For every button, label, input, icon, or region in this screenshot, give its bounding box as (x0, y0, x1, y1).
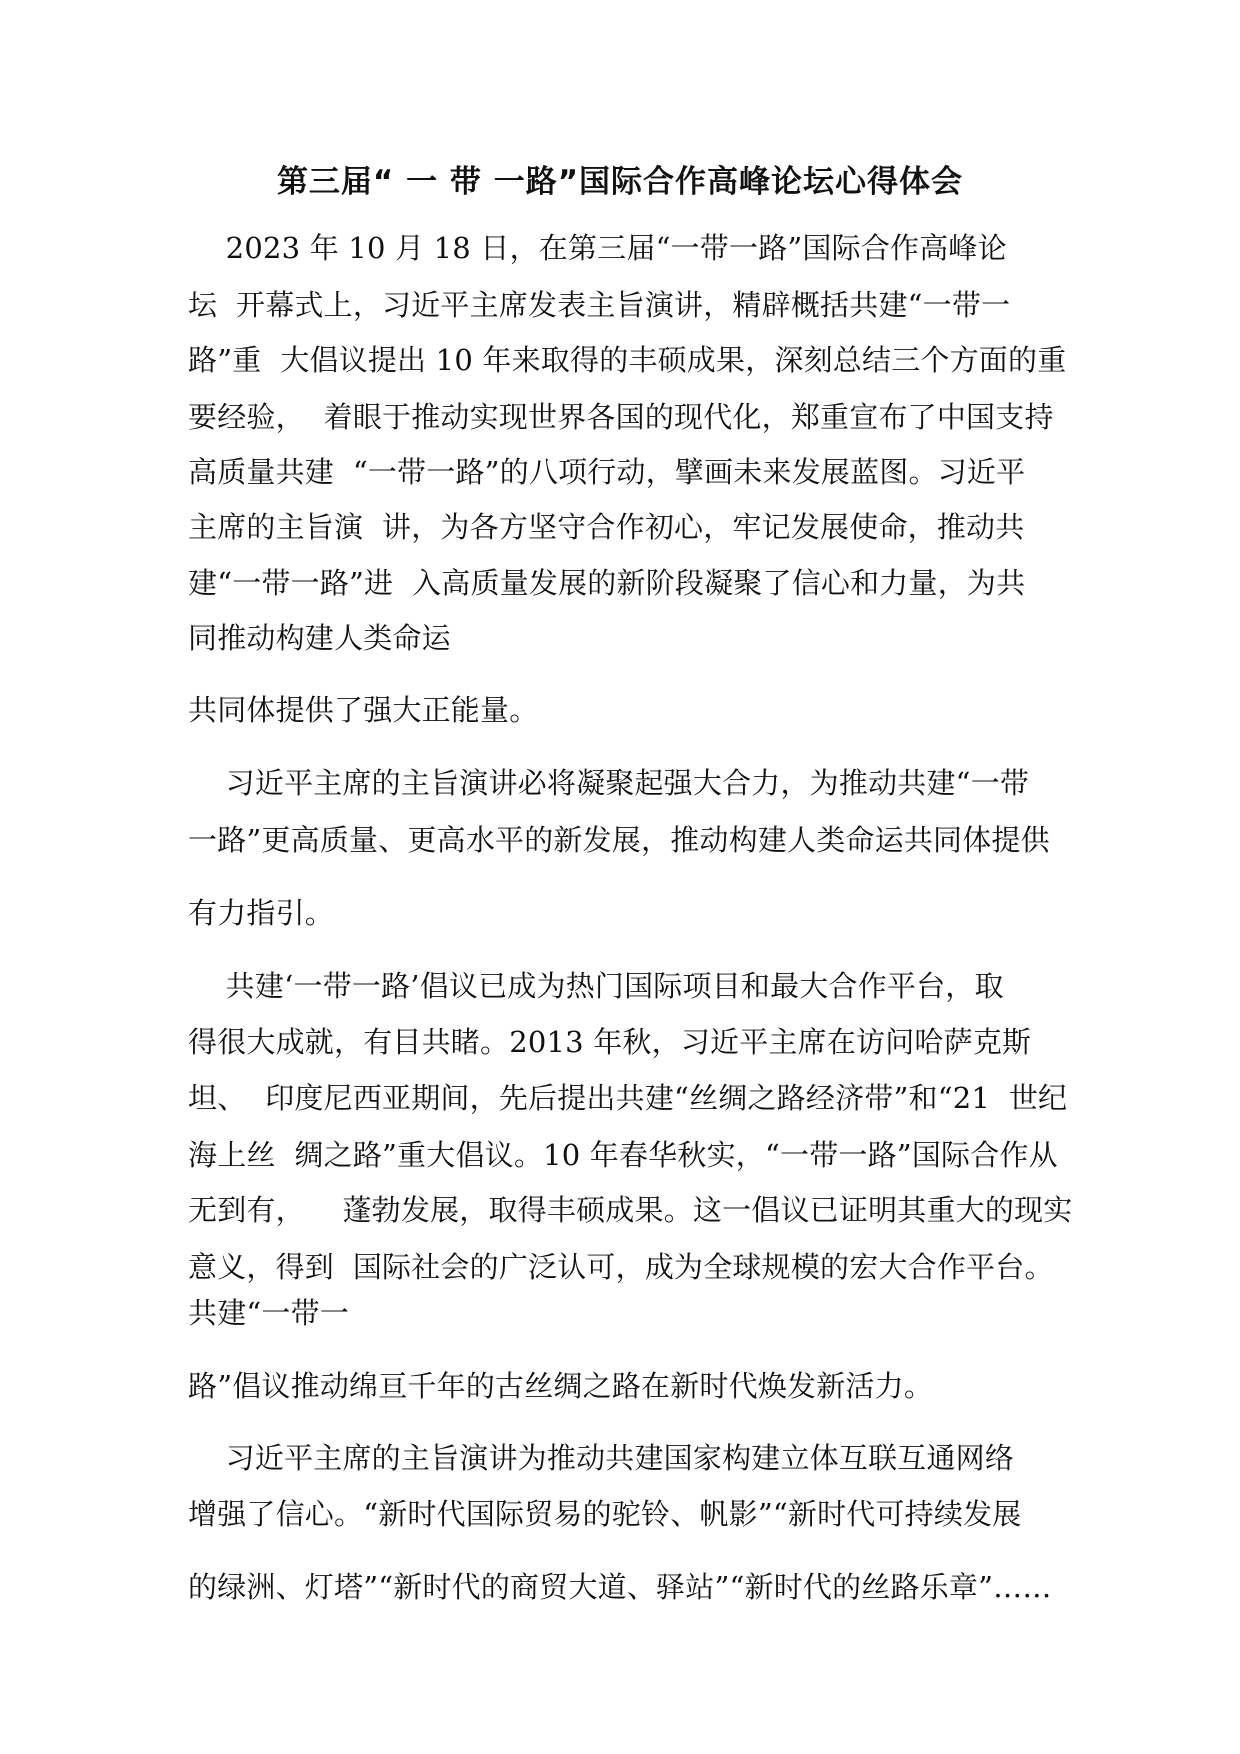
paragraph-line: 高质量共建 “一带一路”的八项行动，擘画未来发展蓝图。习近平 (188, 455, 1026, 489)
paragraph-line: 共建‘一带一路’倡议已成为热门国际项目和最大合作平台，取 (188, 969, 1004, 1003)
paragraph-line: 2023 年 10 月 18 日，在第三届“一带一路”国际合作高峰论 (188, 231, 1007, 265)
paragraph-line: 习近平主席的主旨演讲为推动共建国家构建立体互联互通网络 (188, 1441, 1015, 1475)
paragraph-line: 海上丝 绸之路”重大倡议。10 年春华秋实，“一带一路”国际合作从 (188, 1138, 1058, 1172)
paragraph-line: 的绿洲、灯塔”“新时代的商贸大道、驿站”“新时代的丝路乐章”…… (188, 1570, 1052, 1604)
paragraph-line: 习近平主席的主旨演讲必将凝聚起强大合力，为推动共建“一带 (188, 766, 1030, 800)
paragraph-line: 共建“一带一 (188, 1296, 350, 1330)
paragraph-line: 建“一带一路”进 入高质量发展的新阶段凝聚了信心和力量，为共 (188, 566, 1026, 600)
paragraph-line: 有力指引。 (188, 896, 335, 930)
document-title: 第三届“ 一 带 一路”国际合作高峰论坛心得体会 (276, 164, 964, 200)
paragraph-line: 得很大成就，有目共睹。2013 年秋，习近平主席在访问哈萨克斯 (188, 1025, 1032, 1059)
paragraph-line: 共同体提供了强大正能量。 (188, 693, 539, 727)
paragraph-line: 增强了信心。“新时代国际贸易的驼铃、帆影”“新时代可持续发展 (188, 1497, 1022, 1531)
paragraph-line: 无到有， 蓬勃发展，取得丰硕成果。这一倡议已证明其重大的现实 (188, 1193, 1073, 1227)
paragraph-line: 路”倡议推动绵亘千年的古丝绸之路在新时代焕发新活力。 (188, 1369, 934, 1403)
paragraph-line: 一路”更高质量、更高水平的新发展，推动构建人类命运共同体提供 (188, 823, 1050, 857)
paragraph-line: 坦、 印度尼西亚期间，先后提出共建“丝绸之路经济带”和“21 世纪 (188, 1081, 1068, 1115)
paragraph-line: 路”重 大倡议提出 10 年来取得的丰硕成果，深刻总结三个方面的重 (188, 343, 1067, 377)
paragraph-line: 坛 开幕式上，习近平主席发表主旨演讲，精辟概括共建“一带一 (188, 288, 1011, 322)
paragraph-line: 要经验， 着眼于推动实现世界各国的现代化，郑重宣布了中国支持 (188, 400, 1054, 434)
paragraph-line: 意义，得到 国际社会的广泛认可，成为全球规模的宏大合作平台。 (188, 1250, 1054, 1284)
paragraph-line: 主席的主旨演 讲，为各方坚守合作初心，牢记发展使命，推动共 (188, 510, 1025, 544)
paragraph-line: 同推动构建人类命运 (188, 621, 451, 655)
